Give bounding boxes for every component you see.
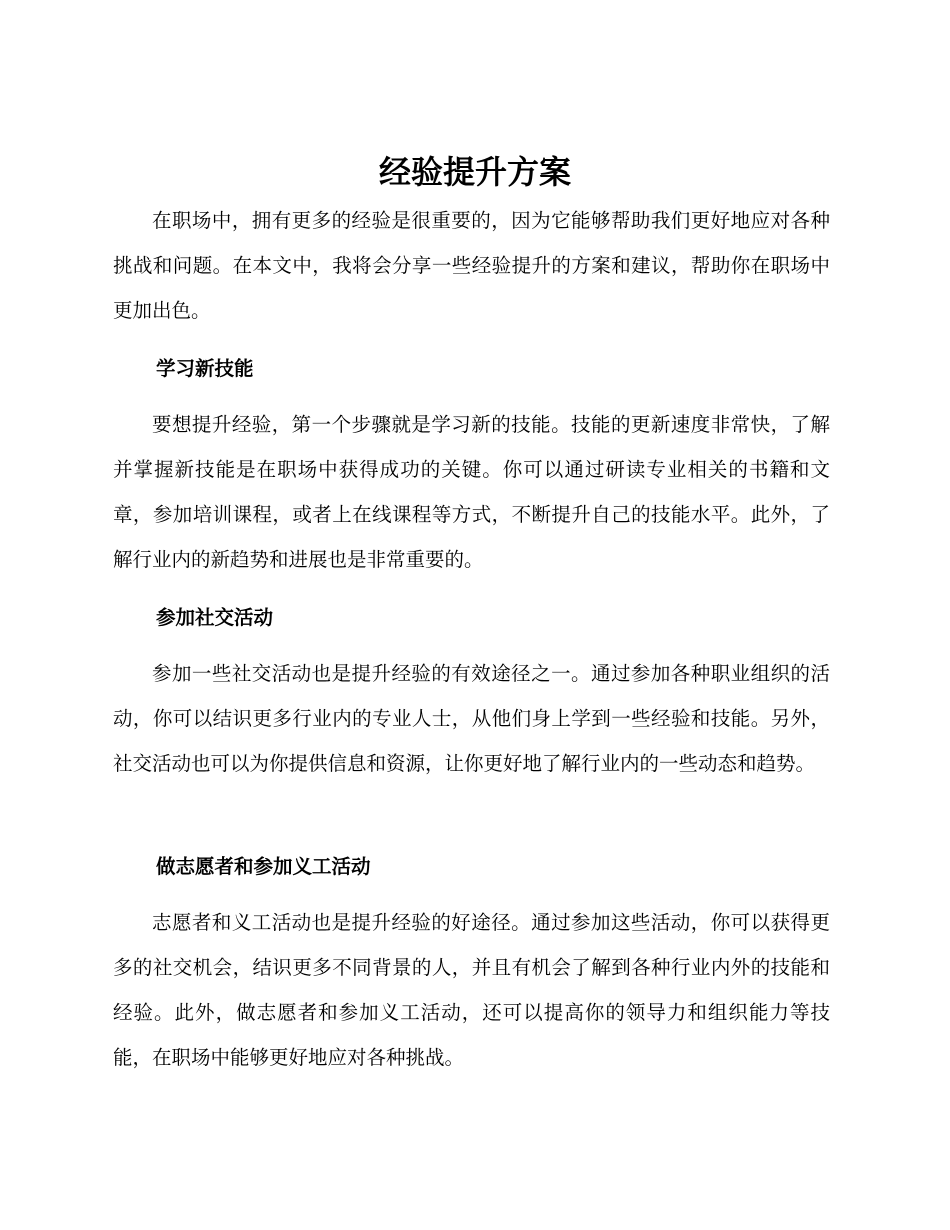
section-body-learn-skills: 要想提升经验，第一个步骤就是学习新的技能。技能的更新速度非常快，了解并掌握新技能是在职场中获得成功的关键。你可以通过研读专业相关的书籍和文章，参加培训课程，或者上在线课程等方式，不断提升自己的技能水平。此外，了解行业内的新趋势和进展也是非常重要的。 (113, 413, 830, 571)
section-heading-learn-skills: 学习新技能 (156, 357, 254, 380)
section-body-social-activities: 参加一些社交活动也是提升经验的有效途径之一。通过参加各种职业组织的活动，你可以结识更多行业内的专业人士，从他们身上学到一些经验和技能。另外，社交活动也可以为你提供信息和资源，让你更好地了解行业内的一些动态和趋势。 (113, 662, 830, 775)
intro-paragraph: 在职场中，拥有更多的经验是很重要的，因为它能够帮助我们更好地应对各种挑战和问题。在本文中，我将会分享一些经验提升的方案和建议，帮助你在职场中更加出色。 (113, 209, 830, 322)
section-heading-volunteering: 做志愿者和参加义工活动 (156, 855, 371, 878)
section-body-volunteering: 志愿者和义工活动也是提升经验的好途径。通过参加这些活动，你可以获得更多的社交机会，结识更多不同背景的人，并且有机会了解到各种行业内外的技能和经验。此外，做志愿者和参加义工活动，还可以提高你的领导力和组织能力等技能，在职场中能够更好地应对各种挑战。 (113, 911, 830, 1069)
section-heading-social-activities: 参加社交活动 (156, 606, 274, 629)
document-title: 经验提升方案 (378, 153, 571, 191)
